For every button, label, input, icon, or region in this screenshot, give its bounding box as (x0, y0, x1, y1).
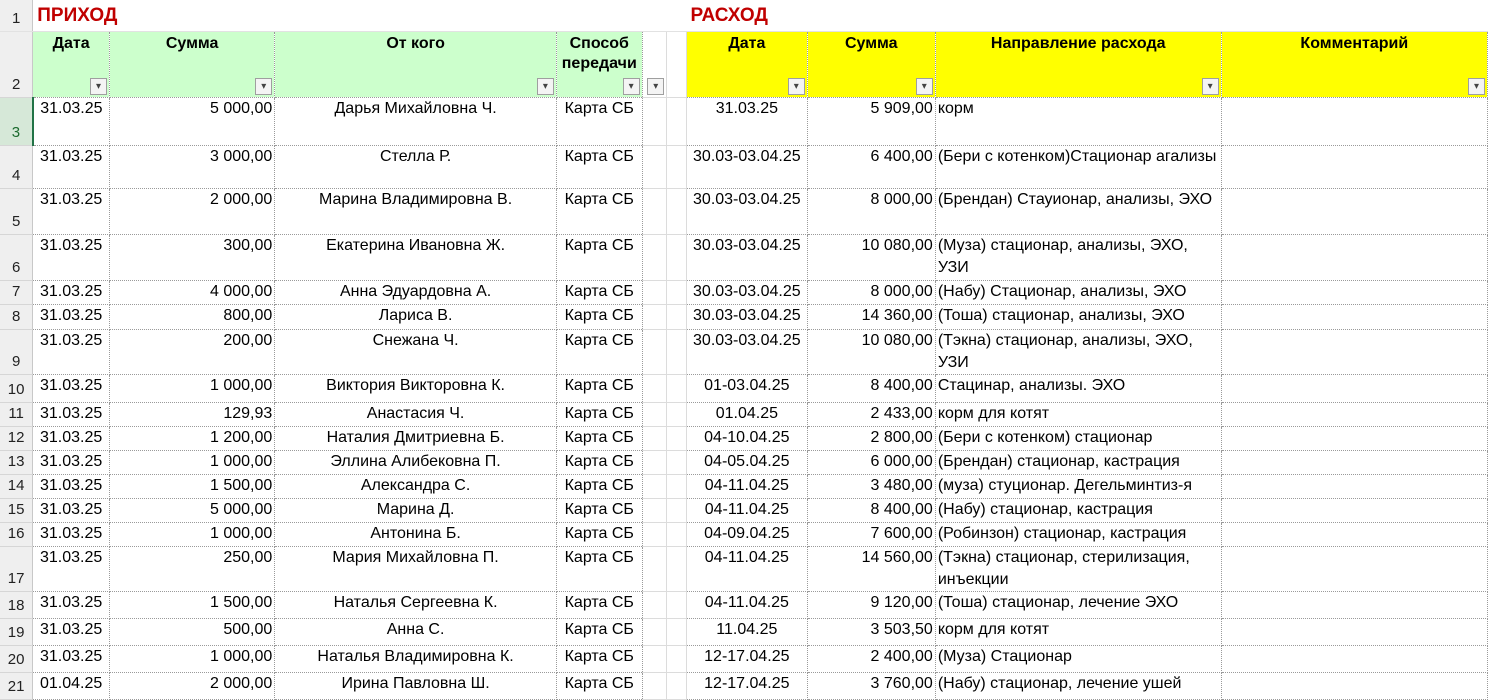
row-number[interactable]: 2 (0, 32, 33, 98)
expense-date-cell[interactable]: 04-11.04.25 (686, 499, 807, 523)
spacer-cell[interactable] (667, 673, 687, 700)
expense-comment-cell[interactable] (1221, 189, 1487, 235)
income-from-cell[interactable]: Анна С. (275, 619, 557, 646)
expense-date-cell[interactable]: 12-17.04.25 (686, 646, 807, 673)
expense-date-cell[interactable]: 04-10.04.25 (686, 427, 807, 451)
income-method-cell[interactable]: Карта СБ (556, 189, 642, 235)
expense-comment-cell[interactable] (1221, 646, 1487, 673)
table-row (0, 146, 1488, 189)
table-row (0, 189, 1488, 235)
blank-cell[interactable] (642, 189, 667, 235)
expense-amount-cell[interactable]: 2 433,00 (807, 403, 935, 427)
income-amount-cell[interactable]: 1 500,00 (110, 475, 275, 499)
row-number[interactable]: 13 (0, 451, 33, 475)
income-date-cell[interactable]: 31.03.25 (33, 235, 110, 281)
table-row (0, 499, 1488, 523)
spacer-cell[interactable] (667, 375, 687, 403)
income-amount-cell[interactable]: 2 000,00 (110, 673, 275, 700)
filter-dropdown-icon[interactable]: ▾ (255, 78, 272, 95)
row-number[interactable]: 4 (0, 146, 33, 189)
income-method-cell[interactable]: Карта СБ (556, 375, 642, 403)
row-number[interactable]: 1 (0, 0, 33, 32)
income-method-cell[interactable]: Карта СБ (556, 619, 642, 646)
blank-cell[interactable] (642, 547, 667, 592)
income-date-cell[interactable]: 01.04.25 (33, 673, 110, 700)
income-method-cell[interactable]: Карта СБ (556, 427, 642, 451)
row-number[interactable]: 11 (0, 403, 33, 427)
income-from-cell[interactable]: Александра С. (275, 475, 557, 499)
expense-comment-cell[interactable] (1221, 451, 1487, 475)
row-number[interactable]: 14 (0, 475, 33, 499)
row-number[interactable]: 9 (0, 330, 33, 375)
expense-direction-cell[interactable]: (Тоша) стационар, анализы, ЭХО (935, 305, 1221, 330)
row-number[interactable]: 18 (0, 592, 33, 619)
expense-amount-cell[interactable]: 9 120,00 (807, 592, 935, 619)
expense-comment-cell[interactable] (1221, 305, 1487, 330)
row-number[interactable]: 6 (0, 235, 33, 281)
row-number[interactable]: 12 (0, 427, 33, 451)
income-date-cell[interactable]: 31.03.25 (33, 475, 110, 499)
expense-date-cell[interactable]: 12-17.04.25 (686, 673, 807, 700)
blank-cell[interactable] (642, 592, 667, 619)
income-amount-cell[interactable]: 1 000,00 (110, 646, 275, 673)
expense-amount-cell[interactable]: 14 360,00 (807, 305, 935, 330)
table-row (0, 673, 1488, 700)
blank-cell[interactable] (642, 235, 667, 281)
income-amount-cell[interactable]: 5 000,00 (110, 98, 275, 146)
expense-comment-cell[interactable] (1221, 475, 1487, 499)
row-number[interactable]: 16 (0, 523, 33, 547)
expense-direction-cell[interactable]: корм (935, 98, 1221, 146)
table-row (0, 547, 1488, 592)
expense-comment-cell[interactable] (1221, 235, 1487, 281)
blank-cell[interactable] (642, 673, 667, 700)
expense-direction-cell[interactable]: Стацинар, анализы. ЭХО (935, 375, 1221, 403)
income-title[interactable]: ПРИХОД (33, 0, 667, 32)
expense-direction-cell[interactable]: (Набу) Стационар, анализы, ЭХО (935, 281, 1221, 305)
filter-dropdown-icon[interactable]: ▾ (647, 78, 664, 95)
expense-date-cell[interactable]: 30.03-03.04.25 (686, 305, 807, 330)
spacer-cell[interactable] (667, 451, 687, 475)
income-method-cell[interactable]: Карта СБ (556, 330, 642, 375)
blank-cell[interactable] (642, 375, 667, 403)
row-number[interactable]: 20 (0, 646, 33, 673)
blank-cell[interactable] (642, 619, 667, 646)
income-header-amount[interactable]: Сумма ▾ (110, 32, 275, 98)
expense-direction-cell[interactable]: (Тэкна) стационар, анализы, ЭХО, УЗИ (935, 330, 1221, 375)
income-amount-cell[interactable]: 1 200,00 (110, 427, 275, 451)
spacer-cell[interactable] (667, 0, 687, 32)
income-amount-cell[interactable]: 5 000,00 (110, 499, 275, 523)
row-number[interactable]: 15 (0, 499, 33, 523)
spacer-cell[interactable] (667, 235, 687, 281)
row-number[interactable]: 10 (0, 375, 33, 403)
expense-amount-cell[interactable]: 2 400,00 (807, 646, 935, 673)
income-method-cell[interactable]: Карта СБ (556, 592, 642, 619)
table-row (0, 403, 1488, 427)
spacer-cell[interactable] (667, 189, 687, 235)
income-amount-cell[interactable]: 3 000,00 (110, 146, 275, 189)
blank-cell[interactable] (642, 330, 667, 375)
income-date-cell[interactable]: 31.03.25 (33, 98, 110, 146)
income-amount-cell[interactable]: 500,00 (110, 619, 275, 646)
expense-date-cell[interactable]: 04-11.04.25 (686, 592, 807, 619)
expense-comment-cell[interactable] (1221, 523, 1487, 547)
expense-amount-cell[interactable]: 14 560,00 (807, 547, 935, 592)
table-row (0, 281, 1488, 305)
income-from-cell[interactable]: Антонина Б. (275, 523, 557, 547)
spacer-cell[interactable] (667, 305, 687, 330)
expense-amount-cell[interactable]: 8 000,00 (807, 281, 935, 305)
expense-title[interactable]: РАСХОД (686, 0, 1487, 32)
filter-dropdown-icon[interactable]: ▾ (788, 78, 805, 95)
expense-date-cell[interactable]: 04-05.04.25 (686, 451, 807, 475)
expense-direction-cell[interactable]: (Набу) стационар, лечение ушей (935, 673, 1221, 700)
expense-amount-cell[interactable]: 3 760,00 (807, 673, 935, 700)
filter-dropdown-icon[interactable]: ▾ (1202, 78, 1219, 95)
income-date-cell[interactable]: 31.03.25 (33, 547, 110, 592)
income-from-cell[interactable]: Анастасия Ч. (275, 403, 557, 427)
row-number[interactable]: 21 (0, 673, 33, 700)
expense-comment-cell[interactable] (1221, 98, 1487, 146)
spacer-cell[interactable] (667, 475, 687, 499)
table-row (0, 523, 1488, 547)
income-method-cell[interactable]: Карта СБ (556, 475, 642, 499)
expense-direction-cell[interactable]: (Набу) стационар, кастрация (935, 499, 1221, 523)
income-date-cell[interactable]: 31.03.25 (33, 646, 110, 673)
income-from-cell[interactable]: Стелла Р. (275, 146, 557, 189)
row-number[interactable]: 17 (0, 547, 33, 592)
expense-direction-cell[interactable]: (Бери с котенком) стационар (935, 427, 1221, 451)
table-row (0, 592, 1488, 619)
spacer-cell[interactable] (667, 98, 687, 146)
expense-direction-cell[interactable]: (муза) стуционар. Дегельминтиз-я (935, 475, 1221, 499)
table-row (0, 619, 1488, 646)
income-date-cell[interactable]: 31.03.25 (33, 281, 110, 305)
income-method-cell[interactable]: Карта СБ (556, 523, 642, 547)
blank-cell[interactable] (642, 403, 667, 427)
expense-direction-cell[interactable]: (Тоша) стационар, лечение ЭХО (935, 592, 1221, 619)
expense-amount-cell[interactable]: 6 000,00 (807, 451, 935, 475)
income-amount-cell[interactable]: 1 000,00 (110, 523, 275, 547)
table-row (0, 98, 1488, 146)
spacer-cell[interactable] (667, 592, 687, 619)
income-from-cell[interactable]: Эллина Алибековна П. (275, 451, 557, 475)
expense-date-cell[interactable]: 04-11.04.25 (686, 547, 807, 592)
income-amount-cell[interactable]: 200,00 (110, 330, 275, 375)
expense-comment-cell[interactable] (1221, 499, 1487, 523)
income-method-cell[interactable]: Карта СБ (556, 646, 642, 673)
expense-amount-cell[interactable]: 10 080,00 (807, 330, 935, 375)
row-number[interactable]: 3 (0, 98, 33, 146)
income-date-cell[interactable]: 31.03.25 (33, 146, 110, 189)
table-row (0, 451, 1488, 475)
income-method-cell[interactable]: Карта СБ (556, 673, 642, 700)
blank-cell[interactable] (642, 427, 667, 451)
income-amount-cell[interactable]: 1 000,00 (110, 451, 275, 475)
income-from-cell[interactable]: Анна Эдуардовна А. (275, 281, 557, 305)
income-method-cell[interactable]: Карта СБ (556, 451, 642, 475)
income-date-cell[interactable]: 31.03.25 (33, 451, 110, 475)
expense-date-cell[interactable]: 04-09.04.25 (686, 523, 807, 547)
income-method-cell[interactable]: Карта СБ (556, 235, 642, 281)
expense-date-cell[interactable]: 30.03-03.04.25 (686, 146, 807, 189)
expense-amount-cell[interactable]: 6 400,00 (807, 146, 935, 189)
blank-cell[interactable] (642, 499, 667, 523)
table-row (0, 305, 1488, 330)
expense-header-amount[interactable]: Сумма ▾ (807, 32, 935, 98)
filter-dropdown-icon[interactable]: ▾ (537, 78, 554, 95)
income-from-cell[interactable]: Виктория Викторовна К. (275, 375, 557, 403)
blank-cell[interactable] (642, 475, 667, 499)
expense-date-cell[interactable]: 04-11.04.25 (686, 475, 807, 499)
expense-comment-cell[interactable] (1221, 403, 1487, 427)
expense-header-date[interactable]: Дата ▾ (686, 32, 807, 98)
income-from-cell[interactable]: Екатерина Ивановна Ж. (275, 235, 557, 281)
table-row (0, 427, 1488, 451)
income-date-cell[interactable]: 31.03.25 (33, 305, 110, 330)
income-from-cell[interactable]: Ирина Павловна Ш. (275, 673, 557, 700)
expense-comment-cell[interactable] (1221, 330, 1487, 375)
income-header-date[interactable]: Дата ▾ (33, 32, 110, 98)
spacer-cell[interactable] (667, 281, 687, 305)
filter-dropdown-icon[interactable]: ▾ (623, 78, 640, 95)
income-from-cell[interactable]: Наталья Сергеевна К. (275, 592, 557, 619)
income-amount-cell[interactable]: 300,00 (110, 235, 275, 281)
expense-date-cell[interactable]: 01.04.25 (686, 403, 807, 427)
blank-cell[interactable] (642, 305, 667, 330)
expense-direction-cell[interactable]: (Бери с котенком)Стационар агализы (935, 146, 1221, 189)
expense-header-direction[interactable]: Направление расхода ▾ (935, 32, 1221, 98)
expense-direction-cell[interactable]: (Брендан) Стауионар, анализы, ЭХО (935, 189, 1221, 235)
spacer-cell[interactable] (667, 547, 687, 592)
income-method-cell[interactable]: Карта СБ (556, 98, 642, 146)
expense-comment-cell[interactable] (1221, 673, 1487, 700)
income-from-cell[interactable]: Дарья Михайловна Ч. (275, 98, 557, 146)
expense-direction-cell[interactable]: (Брендан) стационар, кастрация (935, 451, 1221, 475)
income-date-cell[interactable]: 31.03.25 (33, 330, 110, 375)
row-number[interactable]: 7 (0, 281, 33, 305)
income-method-cell[interactable]: Карта СБ (556, 403, 642, 427)
income-amount-cell[interactable]: 2 000,00 (110, 189, 275, 235)
blank-cell[interactable] (642, 146, 667, 189)
blank-cell[interactable] (642, 32, 667, 98)
expense-comment-cell[interactable] (1221, 619, 1487, 646)
income-amount-cell[interactable]: 1 000,00 (110, 375, 275, 403)
expense-comment-cell[interactable] (1221, 375, 1487, 403)
blank-cell[interactable] (642, 646, 667, 673)
spacer-cell[interactable] (667, 646, 687, 673)
income-date-cell[interactable]: 31.03.25 (33, 189, 110, 235)
expense-direction-cell[interactable]: (Тэкна) стационар, стерилизация, инъекции (935, 547, 1221, 592)
filter-dropdown-icon[interactable]: ▾ (90, 78, 107, 95)
income-method-cell[interactable]: Карта СБ (556, 281, 642, 305)
expense-amount-cell[interactable]: 3 480,00 (807, 475, 935, 499)
row-number[interactable]: 19 (0, 619, 33, 646)
income-method-cell[interactable]: Карта СБ (556, 305, 642, 330)
income-from-cell[interactable]: Наталия Дмитриевна Б. (275, 427, 557, 451)
spacer-cell[interactable] (667, 403, 687, 427)
expense-comment-cell[interactable] (1221, 146, 1487, 189)
expense-date-cell[interactable]: 11.04.25 (686, 619, 807, 646)
income-amount-cell[interactable]: 250,00 (110, 547, 275, 592)
table-row (0, 235, 1488, 281)
income-from-cell[interactable]: Марина Владимировна В. (275, 189, 557, 235)
expense-direction-cell[interactable]: (Муза) стационар, анализы, ЭХО, УЗИ (935, 235, 1221, 281)
expense-direction-cell[interactable]: корм для котят (935, 403, 1221, 427)
blank-cell[interactable] (642, 523, 667, 547)
income-amount-cell[interactable]: 1 500,00 (110, 592, 275, 619)
income-date-cell[interactable]: 31.03.25 (33, 427, 110, 451)
expense-direction-cell[interactable]: (Робинзон) стационар, кастрация (935, 523, 1221, 547)
table-row (0, 475, 1488, 499)
filter-dropdown-icon[interactable]: ▾ (916, 78, 933, 95)
income-date-cell[interactable]: 31.03.25 (33, 375, 110, 403)
income-date-cell[interactable]: 31.03.25 (33, 523, 110, 547)
income-date-cell[interactable]: 31.03.25 (33, 592, 110, 619)
expense-date-cell[interactable]: 01-03.04.25 (686, 375, 807, 403)
income-date-cell[interactable]: 31.03.25 (33, 619, 110, 646)
expense-amount-cell[interactable]: 8 400,00 (807, 499, 935, 523)
table-row (0, 646, 1488, 673)
table-row (0, 375, 1488, 403)
income-date-cell[interactable]: 31.03.25 (33, 499, 110, 523)
income-method-cell[interactable]: Карта СБ (556, 547, 642, 592)
income-date-cell[interactable]: 31.03.25 (33, 403, 110, 427)
expense-amount-cell[interactable]: 3 503,50 (807, 619, 935, 646)
expense-amount-cell[interactable]: 5 909,00 (807, 98, 935, 146)
expense-date-cell[interactable]: 30.03-03.04.25 (686, 330, 807, 375)
blank-cell[interactable] (642, 281, 667, 305)
income-amount-cell[interactable]: 129,93 (110, 403, 275, 427)
spacer-cell[interactable] (667, 523, 687, 547)
table-row (0, 330, 1488, 375)
expense-amount-cell[interactable]: 2 800,00 (807, 427, 935, 451)
filter-dropdown-icon[interactable]: ▾ (1468, 78, 1485, 95)
expense-comment-cell[interactable] (1221, 281, 1487, 305)
expense-direction-cell[interactable]: (Муза) Стационар (935, 646, 1221, 673)
spacer-cell[interactable] (667, 619, 687, 646)
row-number[interactable]: 5 (0, 189, 33, 235)
income-from-cell[interactable]: Мария Михайловна П. (275, 547, 557, 592)
expense-amount-cell[interactable]: 8 000,00 (807, 189, 935, 235)
expense-comment-cell[interactable] (1221, 547, 1487, 592)
expense-comment-cell[interactable] (1221, 427, 1487, 451)
expense-date-cell[interactable]: 30.03-03.04.25 (686, 189, 807, 235)
income-amount-cell[interactable]: 800,00 (110, 305, 275, 330)
spacer-cell[interactable] (667, 499, 687, 523)
income-from-cell[interactable]: Лариса В. (275, 305, 557, 330)
income-amount-cell[interactable]: 4 000,00 (110, 281, 275, 305)
row-number[interactable]: 8 (0, 305, 33, 330)
expense-date-cell[interactable]: 31.03.25 (686, 98, 807, 146)
blank-cell[interactable] (642, 451, 667, 475)
expense-amount-cell[interactable]: 7 600,00 (807, 523, 935, 547)
income-from-cell[interactable]: Марина Д. (275, 499, 557, 523)
expense-date-cell[interactable]: 30.03-03.04.25 (686, 281, 807, 305)
expense-date-cell[interactable]: 30.03-03.04.25 (686, 235, 807, 281)
income-method-cell[interactable]: Карта СБ (556, 146, 642, 189)
title-row (0, 0, 1488, 32)
expense-direction-cell[interactable]: корм для котят (935, 619, 1221, 646)
income-header-from[interactable]: От кого ▾ (275, 32, 557, 98)
expense-header-comment[interactable]: Комментарий ▾ (1221, 32, 1487, 98)
header-row (0, 32, 1488, 98)
spacer-cell[interactable] (667, 427, 687, 451)
expense-amount-cell[interactable]: 10 080,00 (807, 235, 935, 281)
income-from-cell[interactable]: Наталья Владимировна К. (275, 646, 557, 673)
expense-amount-cell[interactable]: 8 400,00 (807, 375, 935, 403)
spacer-cell[interactable] (667, 146, 687, 189)
income-header-method[interactable]: Способ передачи ▾ (556, 32, 642, 98)
income-method-cell[interactable]: Карта СБ (556, 499, 642, 523)
income-from-cell[interactable]: Снежана Ч. (275, 330, 557, 375)
blank-cell[interactable] (642, 98, 667, 146)
expense-comment-cell[interactable] (1221, 592, 1487, 619)
spacer-cell[interactable] (667, 32, 687, 98)
spacer-cell[interactable] (667, 330, 687, 375)
